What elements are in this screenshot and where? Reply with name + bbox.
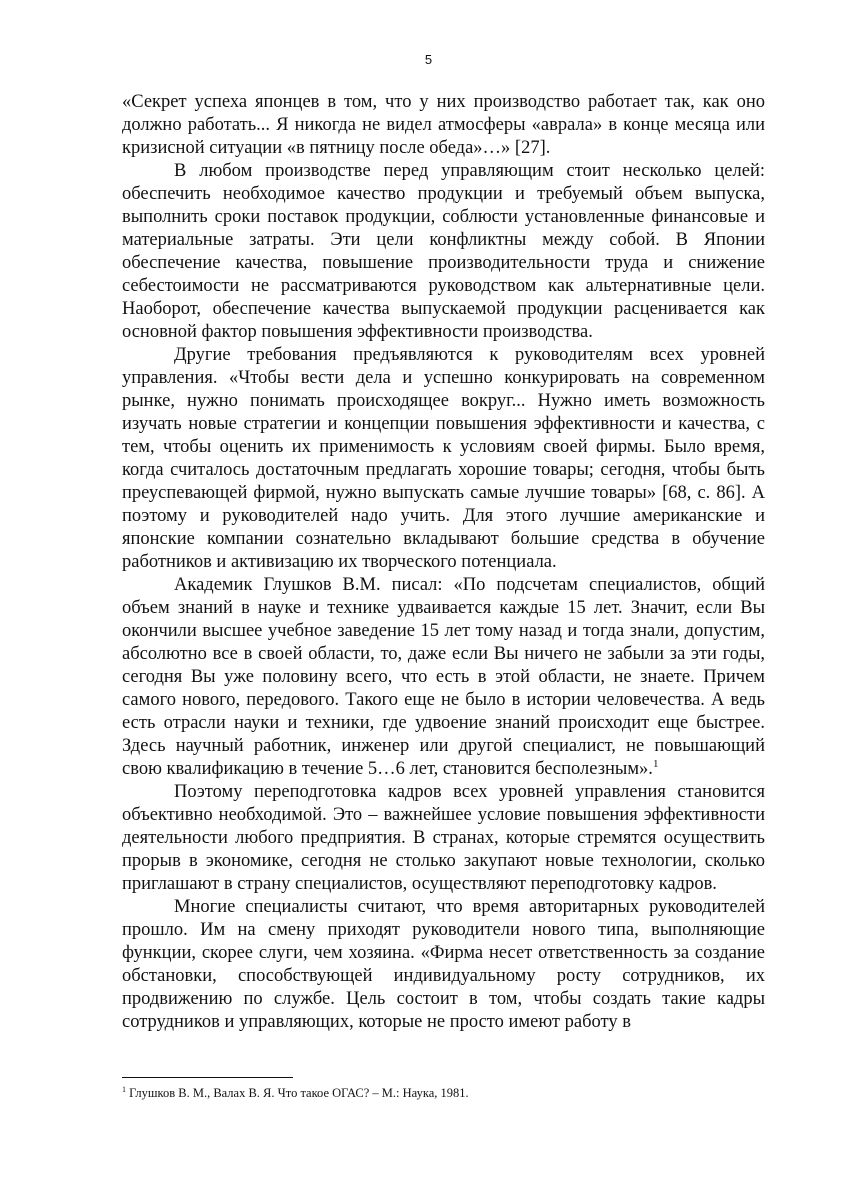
footnote-divider <box>122 1077 293 1078</box>
footnote-text: Глушков В. М., Валах В. Я. Что такое ОГАС? – М.: Наука, 1981. <box>129 1086 469 1100</box>
paragraph-quote-japanese-secret: «Секрет успеха японцев в том, что у них производство работает так, как оно должно работать... Я никогда не видел атмосферы «аврала» в конце месяца или кризисной ситуации «в пятницу после обеда»…» [27]. <box>122 92 765 158</box>
footnote-number: 1 <box>122 1084 126 1094</box>
paragraph-manager-requirements: Другие требования предъявляются к руководителям всех уровней управления. «Чтобы вести дела и успешно конкурировать на современном рынке, нужно понимать происходящее вокруг... Нужно иметь возможность изучать новые стратегии и концепции повышения эффективности и качества, с тем, чтобы оценить их применимость к условиям своей фирмы. Было время, когда считалось достаточным предлагать хорошие товары; сегодня, чтобы быть преуспевающей фирмой, нужно выпускать самые лучшие товары» [68, с. 86]. А поэтому и руководителей надо учить. Для этого лучшие американские и японские компании сознательно вкладывают большие средства в обучение работников и активизацию их творческого потенциала. <box>122 345 765 572</box>
paragraph-retraining: Поэтому переподготовка кадров всех уровней управления становится объективно необходимой. Это – важнейшее условие повышения эффективности деятельности любого предприятия. В странах, которые стремятся осуществить прорыв в экономике, сегодня не столько закупают новые технологии, сколько приглашают в страну специалистов, осуществляют переподготовку кадров. <box>122 782 765 894</box>
page-number: 5 <box>424 52 433 67</box>
footnote <box>122 1085 765 1101</box>
paragraph-glushkov-quote <box>122 574 765 781</box>
footnote-reference: 1 <box>652 757 659 770</box>
paragraph-new-type-leaders: Многие специалисты считают, что время авторитарных руководителей прошло. Им на смену приходят руководители нового типа, выполняющие функции, скорее слуги, чем хозяина. «Фирма несет ответственность за создание обстановки, способствующей индивидуальному росту сотрудников, их продвижению по службе. Цель состоит в том, чтобы создать такие кадры сотрудников и управляющих, которые не просто имеют работу в <box>122 897 765 1032</box>
glushkov-quote-text: Академик Глушков В.М. писал: «По подсчетам специалистов, общий объем знаний в науке и технике удваивается каждые 15 лет. Значит, если Вы окончили высшее учебное заведение 15 лет тому назад и тогда знали, допустим, абсолютно все в своей области, то, даже если Вы ничего не забыли за эти годы, сегодня Вы уже половину всего, что есть в этой области, не знаете. Причем самого нового, передового. Такого еще не было в истории человечества. А ведь есть отрасли науки и техники, где удвоение знаний происходит еще быстрее. Здесь научный работник, инженер или другой специалист, не повышающий свою квалификацию в течение 5…6 лет, становится бесполезным». <box>122 575 765 779</box>
body-text <box>122 91 765 1034</box>
paragraph-production-goals: В любом производстве перед управляющим стоит несколько целей: обеспечить необходимое качество продукции и требуемый объем выпуска, выполнить сроки поставок продукции, соблюсти установленные финансовые и материальные затраты. Эти цели конфликтны между собой. В Японии обеспечение качества, повышение производительности труда и снижение себестоимости не рассматриваются руководством как альтернативные цели. Наоборот, обеспечение качества выпускаемой продукции расценивается как основной фактор повышения эффективности производства. <box>122 161 765 342</box>
